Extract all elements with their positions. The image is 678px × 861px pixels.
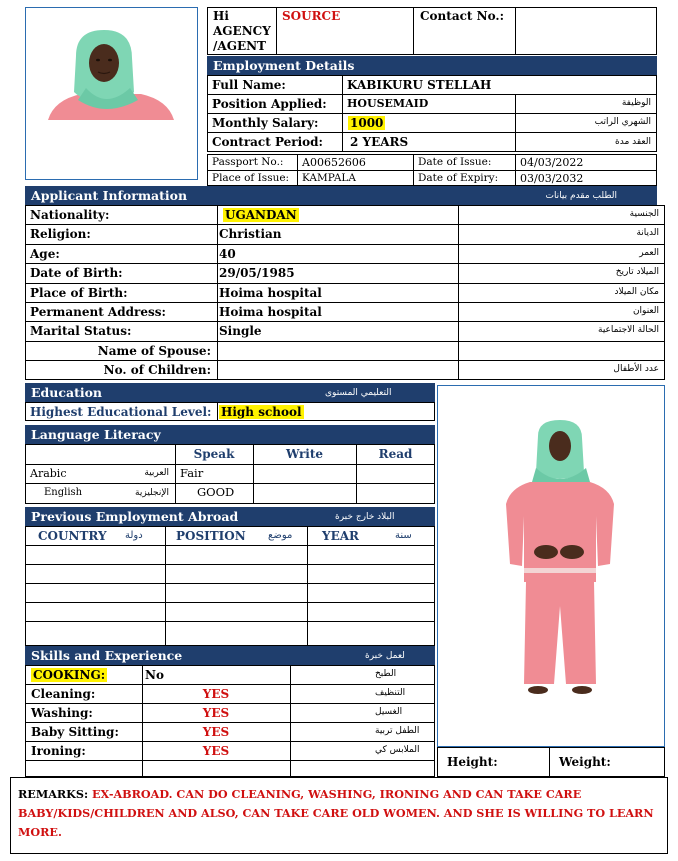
applicant-info-header: Applicant Information الطلب مقدم بيانات (25, 186, 657, 205)
remarks-label: REMARKS: (18, 787, 89, 801)
fullbody-photo (438, 386, 664, 746)
issue-date-value: 04/03/2022 (520, 155, 584, 169)
employment-details-header: Employment Details (207, 56, 657, 75)
applicant-arabic: العنوان (632, 306, 659, 316)
expiry-label: Date of Expiry: (418, 171, 499, 184)
applicant-value: Christian (219, 226, 282, 241)
prev-col-year-ar: سنة (395, 529, 412, 541)
applicant-label: Marital Status: (30, 323, 132, 338)
position-value: HOUSEMAID (347, 97, 429, 110)
applicant-label: Date of Birth: (30, 265, 123, 280)
contact-label: Contact No.: (420, 9, 504, 23)
applicant-value (217, 341, 458, 360)
passport-label: Passport No.: (212, 155, 284, 168)
skill-value: YES (202, 705, 230, 720)
contract-arabic: العقد مدة (615, 136, 651, 147)
full-name-label: Full Name: (212, 77, 286, 92)
issue-date-label: Date of Issue: (418, 155, 492, 168)
salary-arabic: الشهري الراتب (594, 117, 651, 127)
skill-value: YES (202, 743, 230, 758)
applicant-label: Name of Spouse: (97, 343, 211, 358)
prev-row-line (25, 545, 435, 546)
applicant-arabic: عدد الأطفال (613, 364, 659, 374)
skill-value: YES (202, 686, 230, 701)
education-header: Education التعليمي المستوى (25, 383, 435, 402)
skill-value: YES (202, 724, 230, 739)
applicant-arabic (458, 341, 665, 360)
position-label: Position Applied: (212, 96, 327, 111)
language-col-speak: Speak (193, 447, 235, 461)
prev-row-line (25, 564, 435, 565)
education-level-value: High school (221, 404, 302, 419)
applicant-value (217, 360, 458, 379)
applicant-arabic: الميلاد تاريخ (615, 267, 659, 277)
portrait-photo (26, 8, 197, 179)
salary-label: Monthly Salary: (212, 115, 319, 130)
applicant-value: 29/05/1985 (219, 265, 295, 280)
remarks-text (18, 785, 658, 842)
language-header: Language Literacy (25, 425, 435, 444)
hi-agency-label: Hi AGENCY /AGENT (213, 9, 271, 53)
language-arabic-ar: العربية (144, 468, 169, 478)
source-label: SOURCE (282, 9, 341, 23)
prev-col-country: COUNTRY (38, 528, 107, 543)
language-arabic-speak: Fair (180, 465, 204, 480)
skill-label: Washing: (31, 705, 93, 720)
full-name-value: KABIKURU STELLAH (347, 77, 492, 92)
height-label: Height: (447, 755, 498, 769)
skill-arabic: الطبخ (375, 669, 397, 679)
remarks-body: EX-ABROAD. CAN DO CLEANING, WASHING, IRONING AND CAN TAKE CARE BABY/KIDS/CHILDREN AND ALSO, CAN TAKE CARE OLD WOMEN. AND SHE IS WILLING TO LEARN MORE. (18, 787, 654, 839)
place-issue-label: Place of Issue: (212, 171, 290, 184)
language-arabic-label: Arabic (30, 467, 67, 480)
applicant-arabic: الحالة الاجتماعية (598, 325, 659, 335)
education-level-label: Highest Educational Level: (30, 404, 212, 419)
skill-label: Baby Sitting: (31, 724, 119, 739)
applicant-label: Religion: (30, 226, 91, 241)
place-issue-value: KAMPALA (302, 171, 356, 184)
skill-arabic: الغسيل (375, 707, 403, 717)
applicant-value: Hoima hospital (219, 304, 322, 319)
passport-value: A00652606 (302, 155, 366, 169)
weight-label: Weight: (559, 755, 611, 769)
skills-header: Skills and Experience لعمل خبرة (25, 646, 435, 665)
skill-value: No (145, 667, 164, 682)
prev-row-line (25, 583, 435, 584)
applicant-label: Permanent Address: (30, 304, 166, 319)
previous-employment-header: Previous Employment Abroad البلاد خارج خبرة (25, 507, 435, 526)
language-col-read: Read (378, 447, 413, 461)
position-arabic: الوظيفة (621, 98, 651, 108)
prev-row-line (25, 602, 435, 603)
applicant-value: Single (219, 323, 262, 338)
applicant-arabic: الديانة (636, 228, 659, 238)
prev-col-year: YEAR (322, 528, 359, 543)
skill-arabic: التنظيف (375, 688, 406, 698)
applicant-arabic: مكان الميلاد (614, 287, 659, 297)
expiry-value: 03/03/2032 (520, 171, 584, 185)
prev-col-position-ar: موضع (268, 529, 293, 541)
applicant-label: Nationality: (30, 207, 110, 222)
applicant-arabic: الجنسية (629, 209, 659, 219)
contract-label: Contract Period: (212, 135, 323, 149)
language-col-write: Write (286, 447, 323, 461)
skill-label: Ironing: (31, 743, 86, 758)
applicant-label: Age: (30, 246, 60, 261)
skill-arabic: الطفل تربية (375, 726, 420, 736)
language-english-speak: GOOD (197, 485, 235, 500)
language-english-label: English (44, 487, 83, 498)
language-english-ar: الإنجليزية (135, 487, 169, 498)
applicant-label: Place of Birth: (30, 285, 128, 300)
skill-label: Cleaning: (31, 686, 96, 701)
prev-col-country-ar: دولة (125, 529, 143, 541)
skill-label: COOKING: (33, 667, 106, 682)
applicant-value: 40 (219, 246, 236, 261)
prev-row-line (25, 621, 435, 622)
skill-arabic: الملابس كي (375, 745, 420, 755)
applicant-value: Hoima hospital (219, 285, 322, 300)
fullbody-photo-frame (437, 385, 665, 747)
contract-value: 2 YEARS (350, 135, 409, 149)
applicant-label: No. of Children: (103, 362, 211, 377)
applicant-value: UGANDAN (225, 207, 297, 222)
portrait-photo-frame (25, 7, 198, 180)
salary-value: 1000 (350, 115, 384, 130)
applicant-arabic: العمر (639, 248, 659, 258)
prev-col-position: POSITION (176, 528, 246, 543)
